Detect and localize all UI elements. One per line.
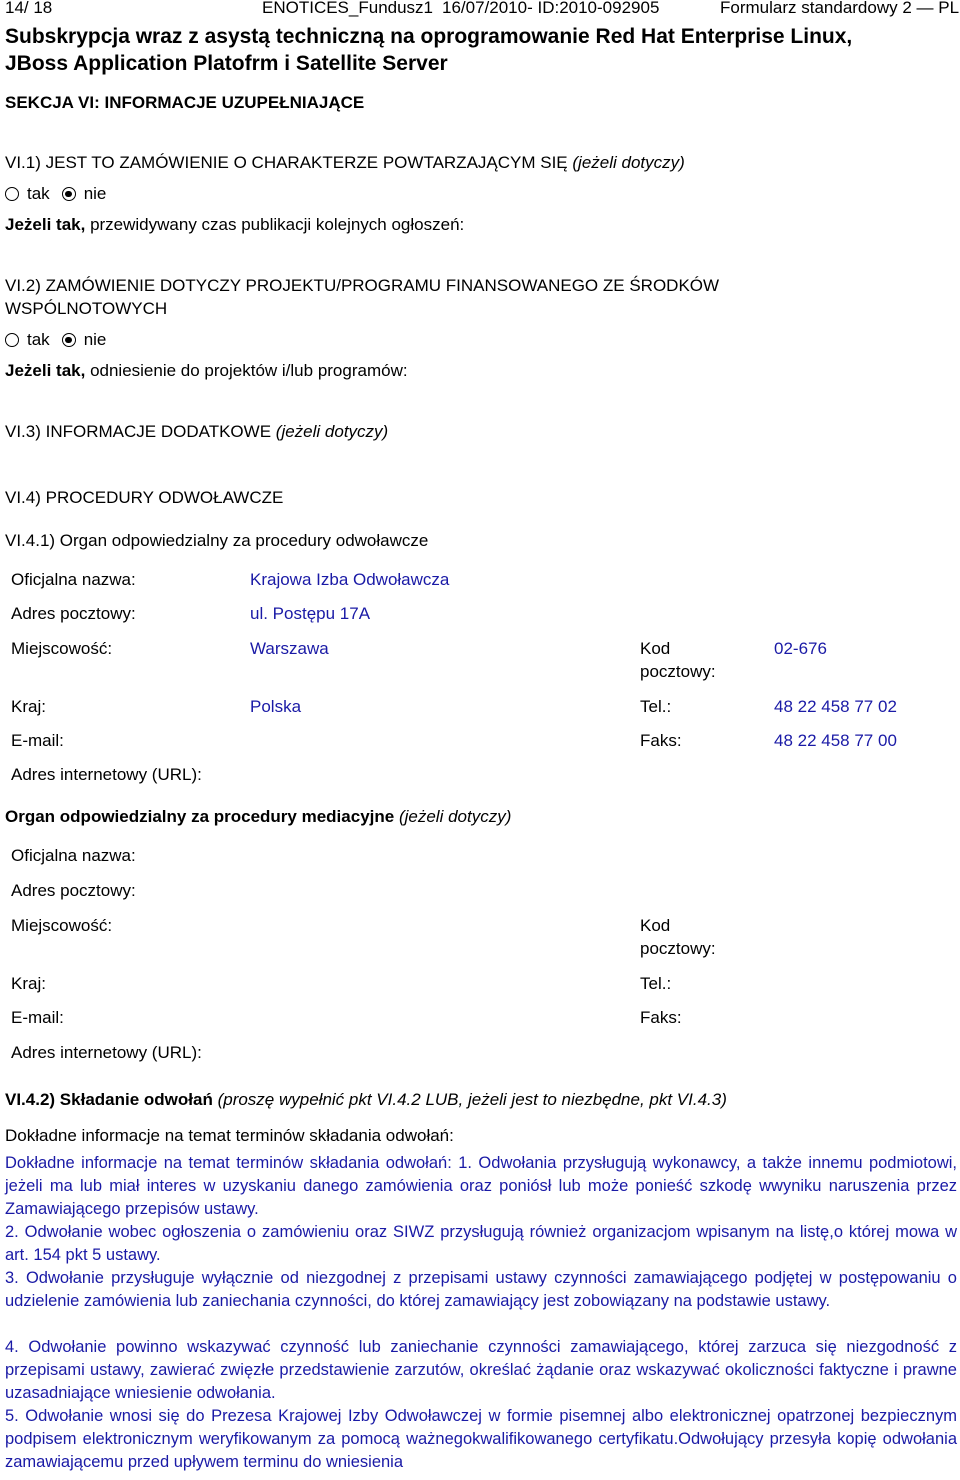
appeal-postal-label-1: Kod xyxy=(640,639,671,658)
vi42-label: Dokładne informacje na temat terminów składania odwołań: xyxy=(5,1126,454,1145)
vi4-heading: VI.4) PROCEDURY ODWOŁAWCZE xyxy=(5,488,284,507)
appeal-url-label: Adres internetowy (URL): xyxy=(11,765,202,784)
vi42-paragraph-3: 3. Odwołanie przysługuje wyłącznie od niezgodnej z przepisami ustawy czynności zamawiającego podjętej w postępowaniu o udzielenie zamówienia lub zaniechania czynności, do której zamawiający jest zobowiązany na podstawie ustawy. xyxy=(5,1269,957,1310)
vi1-if-yes-text: przewidywany czas publikacji kolejnych ogłoszeń: xyxy=(90,215,465,234)
appeal-tel-label: Tel.: xyxy=(640,697,672,716)
vi1-radio-yes[interactable] xyxy=(5,187,19,201)
vi1-heading xyxy=(5,153,685,173)
document-title-line-1: Subskrypcja wraz z asystą techniczną na oprogramowanie Red Hat Enterprise Linux, xyxy=(5,25,853,48)
appeal-name-value: Krajowa Izba Odwoławcza xyxy=(250,570,450,589)
vi1-radio-no-label: nie xyxy=(83,184,107,203)
appeal-address-value: ul. Postępu 17A xyxy=(250,604,371,623)
appeal-city-label: Miejscowość: xyxy=(11,639,113,658)
vi1-radio-group xyxy=(5,184,106,204)
notice-id: ENOTICES_Fundusz1 xyxy=(262,0,434,17)
mediation-heading xyxy=(5,807,511,827)
vi2-radio-yes[interactable] xyxy=(5,333,19,347)
mediation-fax-label: Faks: xyxy=(640,1008,682,1027)
appeal-country-label: Kraj: xyxy=(11,697,46,716)
page-number: 14/ 18 xyxy=(5,0,53,17)
vi3-heading-note: (jeżeli dotyczy) xyxy=(275,422,389,441)
vi1-radio-no[interactable] xyxy=(62,187,76,201)
vi2-radio-no[interactable] xyxy=(62,333,76,347)
document-title-line-2: JBoss Application Platofrm i Satellite Server xyxy=(5,52,448,75)
form-name: Formularz standardowy 2 — PL xyxy=(720,0,960,17)
mediation-postal-label-2: pocztowy: xyxy=(640,939,716,958)
vi1-radio-yes-label: tak xyxy=(27,184,50,203)
vi41-heading: VI.4.1) Organ odpowiedzialny za procedury odwoławcze xyxy=(5,531,429,550)
appeal-fax-value: 48 22 458 77 00 xyxy=(774,731,897,750)
vi42-heading-text: VI.4.2) Składanie odwołań xyxy=(5,1090,213,1109)
vi3-heading-text: VI.3) INFORMACJE DODATKOWE xyxy=(5,422,272,441)
vi2-radio-no-label: nie xyxy=(83,330,107,349)
vi2-radio-group xyxy=(5,330,106,350)
notice-date-id: 16/07/2010- ID:2010-092905 xyxy=(442,0,660,17)
vi2-if-yes xyxy=(5,361,408,381)
vi2-heading-line-1: VI.2) ZAMÓWIENIE DOTYCZY PROJEKTU/PROGRAMU FINANSOWANEGO ZE ŚRODKÓW xyxy=(5,276,720,295)
vi2-heading-line-2: WSPÓLNOTOWYCH xyxy=(5,299,168,318)
appeal-fax-label: Faks: xyxy=(640,731,682,750)
appeal-postal-value: 02-676 xyxy=(774,639,827,658)
mediation-heading-text: Organ odpowiedzialny za procedury mediacyjne xyxy=(5,807,395,826)
mediation-country-label: Kraj: xyxy=(11,974,46,993)
vi1-heading-text: VI.1) JEST TO ZAMÓWIENIE O CHARAKTERZE POWTARZAJĄCYM SIĘ xyxy=(5,153,568,172)
mediation-address-label: Adres pocztowy: xyxy=(11,881,136,900)
section-heading: SEKCJA VI: INFORMACJE UZUPEŁNIAJĄCE xyxy=(5,93,365,112)
vi2-radio-yes-label: tak xyxy=(27,330,50,349)
vi2-if-yes-text: odniesienie do projektów i/lub programów: xyxy=(90,361,408,380)
vi42-paragraph-5: 5. Odwołanie wnosi się do Prezesa Krajowej Izby Odwoławczej w formie pisemnej albo elektronicznej opatrzonej bezpiecznym podpisem elektronicznym weryfikowanym za pomocą ważnegokwalifikowanego certyfikatu.Odwołujący przesyła kopię odwołania zamawiającemu przed upływem terminu do wniesienia xyxy=(5,1407,957,1471)
vi1-if-yes xyxy=(5,215,464,235)
appeal-country-value: Polska xyxy=(250,697,302,716)
vi42-heading-note: (proszę wypełnić pkt VI.4.2 LUB, jeżeli jest to niezbędne, pkt VI.4.3) xyxy=(217,1090,727,1109)
mediation-city-label: Miejscowość: xyxy=(11,916,113,935)
vi1-heading-note: (jeżeli dotyczy) xyxy=(572,153,685,172)
appeal-name-label: Oficjalna nazwa: xyxy=(11,570,136,589)
vi42-paragraph-1: Dokładne informacje na temat terminów składania odwołań: 1. Odwołania przysługują wykonawcy, a także innemu podmiotowi, jeżeli ma lub miał interes w uzyskaniu danego zamówienia oraz poniósł lub może ponieść szkodę wwyniku naruszenia przez Zamawiającego przepisów ustawy. xyxy=(5,1154,957,1218)
mediation-name-label: Oficjalna nazwa: xyxy=(11,846,136,865)
vi42-paragraph-2: 2. Odwołanie wobec ogłoszenia o zamówieniu oraz SIWZ przysługują również organizacjom wpisanym na listę,o której mowa w art. 154 pkt 5 ustawy. xyxy=(5,1223,957,1264)
vi42-paragraph-4: 4. Odwołanie powinno wskazywać czynność lub zaniechanie czynności zamawiającego, której zarzuca się niezgodność z przepisami ustawy, zawierać zwięzłe przedstawienie zarzutów, określać żądanie oraz wskazywać okoliczności faktyczne i prawne uzasadniające wniesienie odwołania. xyxy=(5,1338,957,1402)
vi2-if-yes-bold: Jeżeli tak, xyxy=(5,361,86,380)
mediation-url-label: Adres internetowy (URL): xyxy=(11,1043,202,1062)
appeal-city-value: Warszawa xyxy=(250,639,329,658)
mediation-email-label: E-mail: xyxy=(11,1008,64,1027)
vi1-if-yes-bold: Jeżeli tak, xyxy=(5,215,86,234)
appeal-address-label: Adres pocztowy: xyxy=(11,604,136,623)
vi3-heading xyxy=(5,422,388,442)
appeal-tel-value: 48 22 458 77 02 xyxy=(774,697,897,716)
mediation-tel-label: Tel.: xyxy=(640,974,672,993)
mediation-postal-label-1: Kod xyxy=(640,916,671,935)
vi42-heading xyxy=(5,1090,727,1110)
appeal-postal-label-2: pocztowy: xyxy=(640,662,716,681)
appeal-email-label: E-mail: xyxy=(11,731,64,750)
mediation-heading-note: (jeżeli dotyczy) xyxy=(398,807,512,826)
